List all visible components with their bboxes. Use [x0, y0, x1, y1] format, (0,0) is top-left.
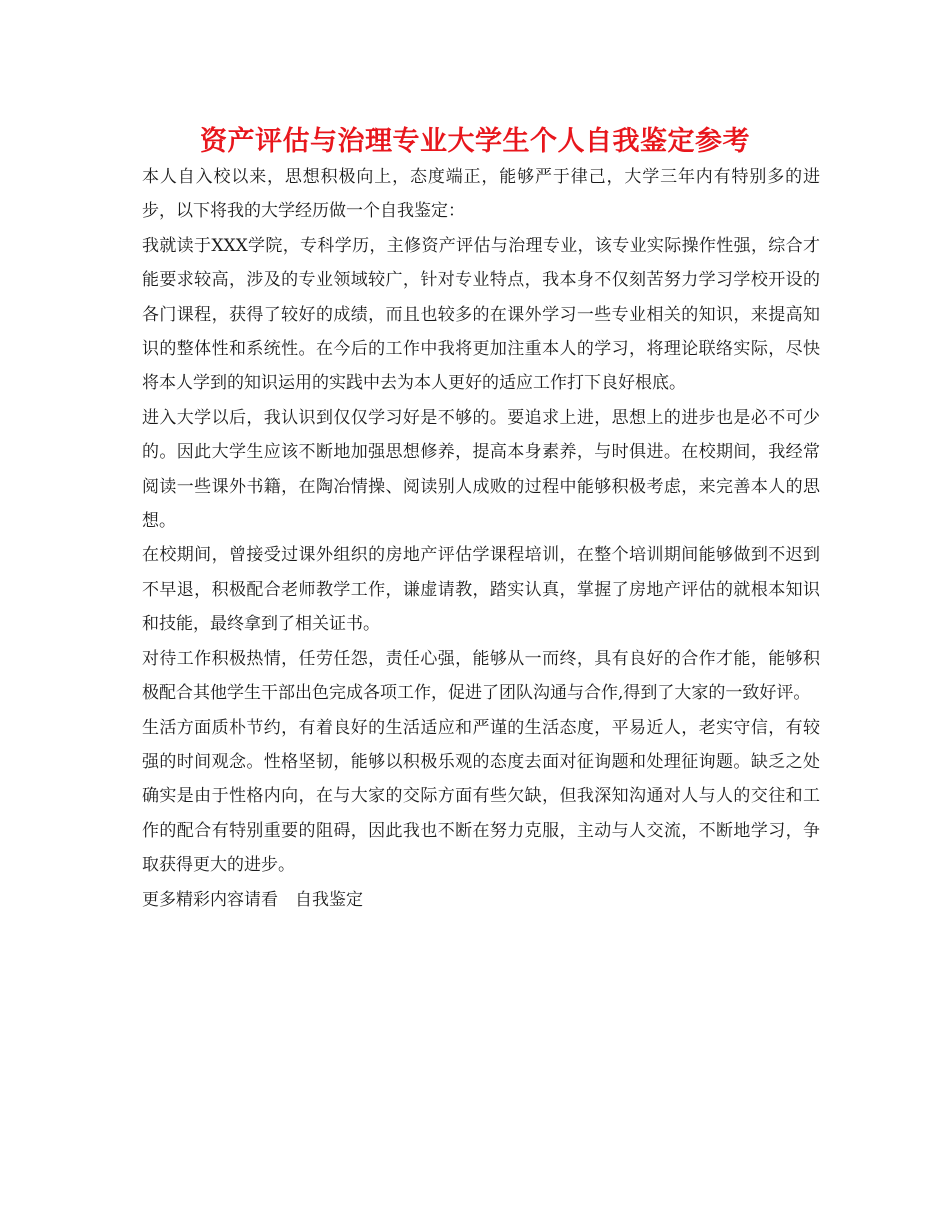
paragraph-study: 我就读于XXX学院，专科学历，主修资产评估与治理专业，该专业实际操作性强，综合才能要求较高，涉及的专业领域较广，针对专业特点，我本身不仅刻苦努力学习学校开设的各门课程，获得了较好的成绩，而且也较多的在课外学习一些专业相关的知识，来提高知识的整体性和系统性。在今后的工作中我将更加注重本人的学习，将理论联络实际，尽快将本人学到的知识运用的实践中去为本人更好的适应工作打下良好根底。	[142, 235, 820, 394]
paragraph-work: 对待工作积极热情，任劳任怨，责任心强，能够从一而终，具有良好的合作才能，能够积极配合其他学生干部出色完成各项工作，促进了团队沟通与合作,得到了大家的一致好评。	[142, 648, 820, 704]
paragraph-training: 在校期间，曾接受过课外组织的房地产评估学课程培训，在整个培训期间能够做到不迟到不早退，积极配合老师教学工作，谦虚请教，踏实认真，掌握了房地产评估的就根本知识和技能，最终拿到了相关证书。	[142, 545, 820, 635]
footer-more-content: 更多精彩内容请看 自我鉴定	[142, 889, 363, 910]
document-title: 资产评估与治理专业大学生个人自我鉴定参考	[200, 126, 750, 157]
paragraph-intro: 本人自入校以来，思想积极向上，态度端正，能够严于律己，大学三年内有特别多的进步，以下将我的大学经历做一个自我鉴定：	[142, 167, 820, 222]
paragraph-thought: 进入大学以后，我认识到仅仅学习好是不够的。要追求上进，思想上的进步也是必不可少的。因此大学生应该不断地加强思想修养，提高本身素养，与时俱进。在校期间，我经常阅读一些课外书籍，在陶冶情操、阅读别人成败的过程中能够积极考虑，来完善本人的思想。	[142, 407, 820, 532]
paragraph-life: 生活方面质朴节约，有着良好的生活适应和严谨的生活态度，平易近人，老实守信，有较强的时间观念。性格坚韧，能够以积极乐观的态度去面对征询题和处理征询题。缺乏之处确实是由于性格内向，在与大家的交际方面有些欠缺，但我深知沟通对人与人的交往和工作的配合有特别重要的阻碍，因此我也不断在努力克服，主动与人交流，不断地学习，争取获得更大的进步。	[142, 717, 820, 876]
document-body	[142, 160, 820, 917]
